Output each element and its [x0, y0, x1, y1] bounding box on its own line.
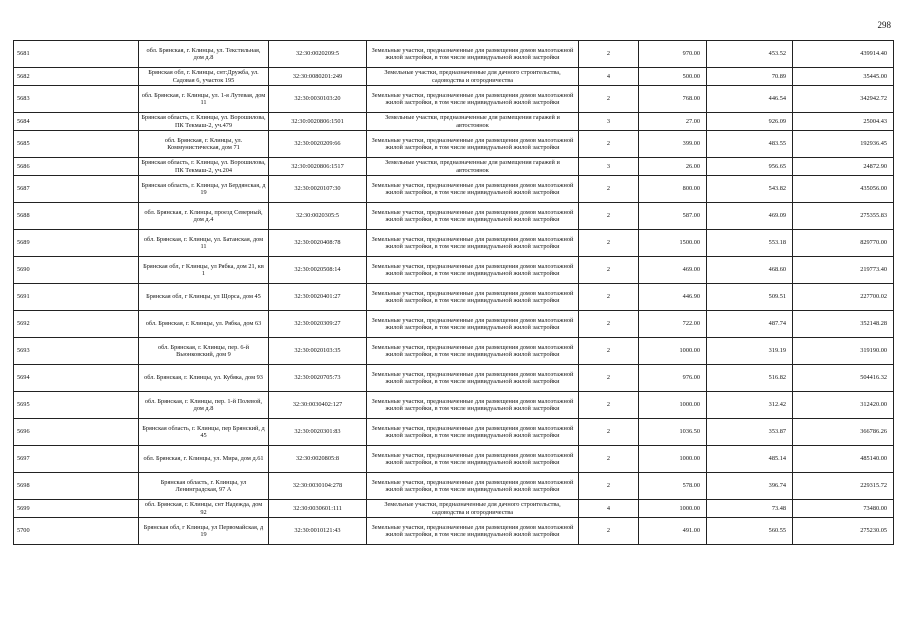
row-value: 312420.00 [793, 392, 894, 419]
table-row [14, 257, 894, 284]
row-group: 2 [579, 41, 639, 68]
row-group: 2 [579, 86, 639, 113]
row-area: 1000.00 [639, 338, 707, 365]
row-cadastral-number: 32:30:0030104:278 [269, 473, 367, 500]
row-group: 2 [579, 365, 639, 392]
row-group: 4 [579, 68, 639, 86]
row-area: 26.00 [639, 158, 707, 176]
row-usage: Земельные участки, предназначенные для размещения домов малоэтажной жилой застройки, в том числе индивидуальной жилой застройки [367, 446, 579, 473]
row-value: 227700.02 [793, 284, 894, 311]
row-area: 768.00 [639, 86, 707, 113]
row-usage: Земельные участки, предназначенные для размещения домов малоэтажной жилой застройки, в том числе индивидуальной жилой застройки [367, 176, 579, 203]
row-area: 500.00 [639, 68, 707, 86]
row-group: 2 [579, 230, 639, 257]
row-id: 5695 [14, 392, 139, 419]
row-usage: Земельные участки, предназначенные для дачного строительства, садоводства и огородничества [367, 68, 579, 86]
row-rate: 70.89 [707, 68, 793, 86]
row-address: обл. Брянская, г. Клинцы, пер. 1-й Полевой, дом д.8 [139, 392, 269, 419]
row-id: 5692 [14, 311, 139, 338]
row-rate: 319.19 [707, 338, 793, 365]
row-group: 2 [579, 446, 639, 473]
row-rate: 73.48 [707, 500, 793, 518]
row-id: 5697 [14, 446, 139, 473]
row-address: обл. Брянская, г. Клинцы, снт Надежда, дом 92 [139, 500, 269, 518]
row-area: 1000.00 [639, 500, 707, 518]
row-cadastral-number: 32:30:0030103:20 [269, 86, 367, 113]
row-usage: Земельные участки, предназначенные для размещения домов малоэтажной жилой застройки, в том числе индивидуальной жилой застройки [367, 392, 579, 419]
row-id: 5698 [14, 473, 139, 500]
row-area: 970.00 [639, 41, 707, 68]
row-cadastral-number: 32:30:0020401:27 [269, 284, 367, 311]
row-area: 578.00 [639, 473, 707, 500]
row-usage: Земельные участки, предназначенные для размещения гаражей и автостоянок [367, 158, 579, 176]
row-area: 399.00 [639, 131, 707, 158]
row-address: обл. Брянская, г. Клинцы, ул. Коммунистическая, дом 71 [139, 131, 269, 158]
row-rate: 353.87 [707, 419, 793, 446]
row-area: 491.00 [639, 518, 707, 545]
row-value: 485140.00 [793, 446, 894, 473]
row-value: 24872.90 [793, 158, 894, 176]
table-row [14, 176, 894, 203]
table-row [14, 284, 894, 311]
row-group: 2 [579, 311, 639, 338]
table-row [14, 86, 894, 113]
row-value: 342942.72 [793, 86, 894, 113]
row-id: 5696 [14, 419, 139, 446]
row-id: 5682 [14, 68, 139, 86]
table-row [14, 230, 894, 257]
row-address: обл. Брянская, г. Клинцы, ул. Батанская, дом 11 [139, 230, 269, 257]
row-group: 2 [579, 338, 639, 365]
row-usage: Земельные участки, предназначенные для размещения домов малоэтажной жилой застройки, в том числе индивидуальной жилой застройки [367, 419, 579, 446]
row-area: 976.00 [639, 365, 707, 392]
row-group: 4 [579, 500, 639, 518]
row-value: 275230.05 [793, 518, 894, 545]
table-row [14, 392, 894, 419]
row-cadastral-number: 32:30:0020209:66 [269, 131, 367, 158]
row-usage: Земельные участки, предназначенные для размещения домов малоэтажной жилой застройки, в том числе индивидуальной жилой застройки [367, 284, 579, 311]
table-row [14, 500, 894, 518]
page-number: 298 [877, 20, 891, 30]
row-cadastral-number: 32:30:0020508:14 [269, 257, 367, 284]
table-row [14, 473, 894, 500]
row-value: 435056.00 [793, 176, 894, 203]
row-area: 27.00 [639, 113, 707, 131]
row-address: Брянская область, г. Клинцы, ул Бердянская, д 19 [139, 176, 269, 203]
row-group: 2 [579, 473, 639, 500]
row-value: 25004.43 [793, 113, 894, 131]
row-usage: Земельные участки, предназначенные для размещения домов малоэтажной жилой застройки, в том числе индивидуальной жилой застройки [367, 518, 579, 545]
land-parcels-table [13, 40, 894, 545]
row-area: 587.00 [639, 203, 707, 230]
row-address: Брянская область, г. Клинцы, пер Брянский, д 45 [139, 419, 269, 446]
table-row [14, 365, 894, 392]
row-group: 2 [579, 257, 639, 284]
row-value: 219773.40 [793, 257, 894, 284]
row-rate: 560.55 [707, 518, 793, 545]
row-usage: Земельные участки, предназначенные для размещения домов малоэтажной жилой застройки, в том числе индивидуальной жилой застройки [367, 365, 579, 392]
row-area: 1036.50 [639, 419, 707, 446]
row-usage: Земельные участки, предназначенные для размещения домов малоэтажной жилой застройки, в том числе индивидуальной жилой застройки [367, 311, 579, 338]
row-address: Брянская область, г. Клинцы, ул Ленинградская, 97 А [139, 473, 269, 500]
row-address: Брянская обл, г Клинцы, ул Первомайская, д 19 [139, 518, 269, 545]
row-value: 504416.32 [793, 365, 894, 392]
row-group: 2 [579, 518, 639, 545]
row-id: 5687 [14, 176, 139, 203]
row-rate: 509.51 [707, 284, 793, 311]
table-row [14, 203, 894, 230]
row-id: 5693 [14, 338, 139, 365]
row-area: 1000.00 [639, 392, 707, 419]
row-value: 275355.83 [793, 203, 894, 230]
row-address: обл. Брянская, г. Клинцы, ул. Кубяка, дом 93 [139, 365, 269, 392]
row-group: 3 [579, 113, 639, 131]
row-address: Брянская обл, г Клинцы, ул Рябка, дом 21, кв 1 [139, 257, 269, 284]
row-cadastral-number: 32:30:0080201:249 [269, 68, 367, 86]
row-cadastral-number: 32:30:0020309:27 [269, 311, 367, 338]
row-value: 35445.00 [793, 68, 894, 86]
table-row [14, 311, 894, 338]
row-value: 73480.00 [793, 500, 894, 518]
row-usage: Земельные участки, предназначенные для дачного строительства, садоводства и огородничества [367, 500, 579, 518]
row-id: 5681 [14, 41, 139, 68]
table-row [14, 68, 894, 86]
table-row [14, 131, 894, 158]
row-cadastral-number: 32:30:0020305:5 [269, 203, 367, 230]
row-id: 5691 [14, 284, 139, 311]
row-group: 2 [579, 176, 639, 203]
row-usage: Земельные участки, предназначенные для размещения домов малоэтажной жилой застройки, в том числе индивидуальной жилой застройки [367, 203, 579, 230]
row-usage: Земельные участки, предназначенные для размещения домов малоэтажной жилой застройки, в том числе индивидуальной жилой застройки [367, 473, 579, 500]
row-group: 2 [579, 392, 639, 419]
table-row [14, 518, 894, 545]
row-address: обл. Брянская, г. Клинцы, пер. 6-й Вьюнковский, дом 9 [139, 338, 269, 365]
row-address: обл. Брянская, г. Клинцы, проезд Северный, дом д.4 [139, 203, 269, 230]
row-group: 2 [579, 284, 639, 311]
row-cadastral-number: 32:30:0030402:127 [269, 392, 367, 419]
row-area: 1000.00 [639, 446, 707, 473]
row-usage: Земельные участки, предназначенные для размещения домов малоэтажной жилой застройки, в том числе индивидуальной жилой застройки [367, 230, 579, 257]
row-cadastral-number: 32:30:0030601:111 [269, 500, 367, 518]
row-cadastral-number: 32:30:0020301:83 [269, 419, 367, 446]
row-id: 5684 [14, 113, 139, 131]
row-rate: 543.82 [707, 176, 793, 203]
row-id: 5688 [14, 203, 139, 230]
row-rate: 553.18 [707, 230, 793, 257]
row-usage: Земельные участки, предназначенные для размещения домов малоэтажной жилой застройки, в том числе индивидуальной жилой застройки [367, 257, 579, 284]
row-usage: Земельные участки, предназначенные для размещения домов малоэтажной жилой застройки, в том числе индивидуальной жилой застройки [367, 131, 579, 158]
row-address: Брянская область, г. Клинцы, ул. Ворошилова, ПК Текмаш-2, уч.204 [139, 158, 269, 176]
row-id: 5700 [14, 518, 139, 545]
row-address: Брянская обл, г Клинцы, ул Щорса, дом 45 [139, 284, 269, 311]
row-cadastral-number: 32:30:0020107:30 [269, 176, 367, 203]
row-rate: 487.74 [707, 311, 793, 338]
row-group: 3 [579, 158, 639, 176]
row-area: 722.00 [639, 311, 707, 338]
row-rate: 516.82 [707, 365, 793, 392]
row-cadastral-number: 32:30:0020209:5 [269, 41, 367, 68]
row-id: 5699 [14, 500, 139, 518]
table-row [14, 419, 894, 446]
row-area: 469.00 [639, 257, 707, 284]
row-group: 2 [579, 131, 639, 158]
row-area: 1500.00 [639, 230, 707, 257]
row-address: Брянская обл, г. Клинцы, снт:Дружба, ул. Садовая 6, участок 195 [139, 68, 269, 86]
row-address: обл. Брянская, г. Клинцы, ул. Рябка, дом 63 [139, 311, 269, 338]
row-rate: 446.54 [707, 86, 793, 113]
table-row [14, 158, 894, 176]
row-cadastral-number: 32:30:0010121:43 [269, 518, 367, 545]
row-cadastral-number: 32:30:0020705:73 [269, 365, 367, 392]
row-cadastral-number: 32:30:0020806:1517 [269, 158, 367, 176]
row-cadastral-number: 32:30:0020103:35 [269, 338, 367, 365]
row-cadastral-number: 32:30:0020805:8 [269, 446, 367, 473]
row-cadastral-number: 32:30:0020408:78 [269, 230, 367, 257]
row-id: 5690 [14, 257, 139, 284]
row-cadastral-number: 32:30:0020806:1501 [269, 113, 367, 131]
row-area: 800.00 [639, 176, 707, 203]
row-rate: 469.09 [707, 203, 793, 230]
row-id: 5685 [14, 131, 139, 158]
row-id: 5689 [14, 230, 139, 257]
row-id: 5683 [14, 86, 139, 113]
row-address: обл. Брянская, г. Клинцы, ул. 1-я Лутевая, дом 11 [139, 86, 269, 113]
row-value: 192936.45 [793, 131, 894, 158]
row-rate: 453.52 [707, 41, 793, 68]
row-value: 352148.28 [793, 311, 894, 338]
table-row [14, 113, 894, 131]
row-area: 446.90 [639, 284, 707, 311]
row-rate: 956.65 [707, 158, 793, 176]
row-value: 319190.00 [793, 338, 894, 365]
row-group: 2 [579, 419, 639, 446]
row-rate: 468.60 [707, 257, 793, 284]
row-rate: 312.42 [707, 392, 793, 419]
row-value: 229315.72 [793, 473, 894, 500]
row-usage: Земельные участки, предназначенные для размещения гаражей и автостоянок [367, 113, 579, 131]
row-id: 5686 [14, 158, 139, 176]
table-row [14, 338, 894, 365]
row-id: 5694 [14, 365, 139, 392]
row-rate: 485.14 [707, 446, 793, 473]
table-row [14, 446, 894, 473]
row-usage: Земельные участки, предназначенные для размещения домов малоэтажной жилой застройки, в том числе индивидуальной жилой застройки [367, 86, 579, 113]
row-address: обл. Брянская, г. Клинцы, ул. Текстильная, дом д.8 [139, 41, 269, 68]
row-usage: Земельные участки, предназначенные для размещения домов малоэтажной жилой застройки, в том числе индивидуальной жилой застройки [367, 338, 579, 365]
row-rate: 483.55 [707, 131, 793, 158]
table-row [14, 41, 894, 68]
row-address: Брянская область, г. Клинцы, ул. Ворошилова, ПК Текмаш-2, уч.479 [139, 113, 269, 131]
row-value: 439914.40 [793, 41, 894, 68]
row-usage: Земельные участки, предназначенные для размещения домов малоэтажной жилой застройки, в том числе индивидуальной жилой застройки [367, 41, 579, 68]
row-address: обл. Брянская, г. Клинцы, ул. Мира, дом д.61 [139, 446, 269, 473]
row-value: 366786.26 [793, 419, 894, 446]
row-rate: 926.09 [707, 113, 793, 131]
row-rate: 396.74 [707, 473, 793, 500]
row-value: 829770.00 [793, 230, 894, 257]
row-group: 2 [579, 203, 639, 230]
